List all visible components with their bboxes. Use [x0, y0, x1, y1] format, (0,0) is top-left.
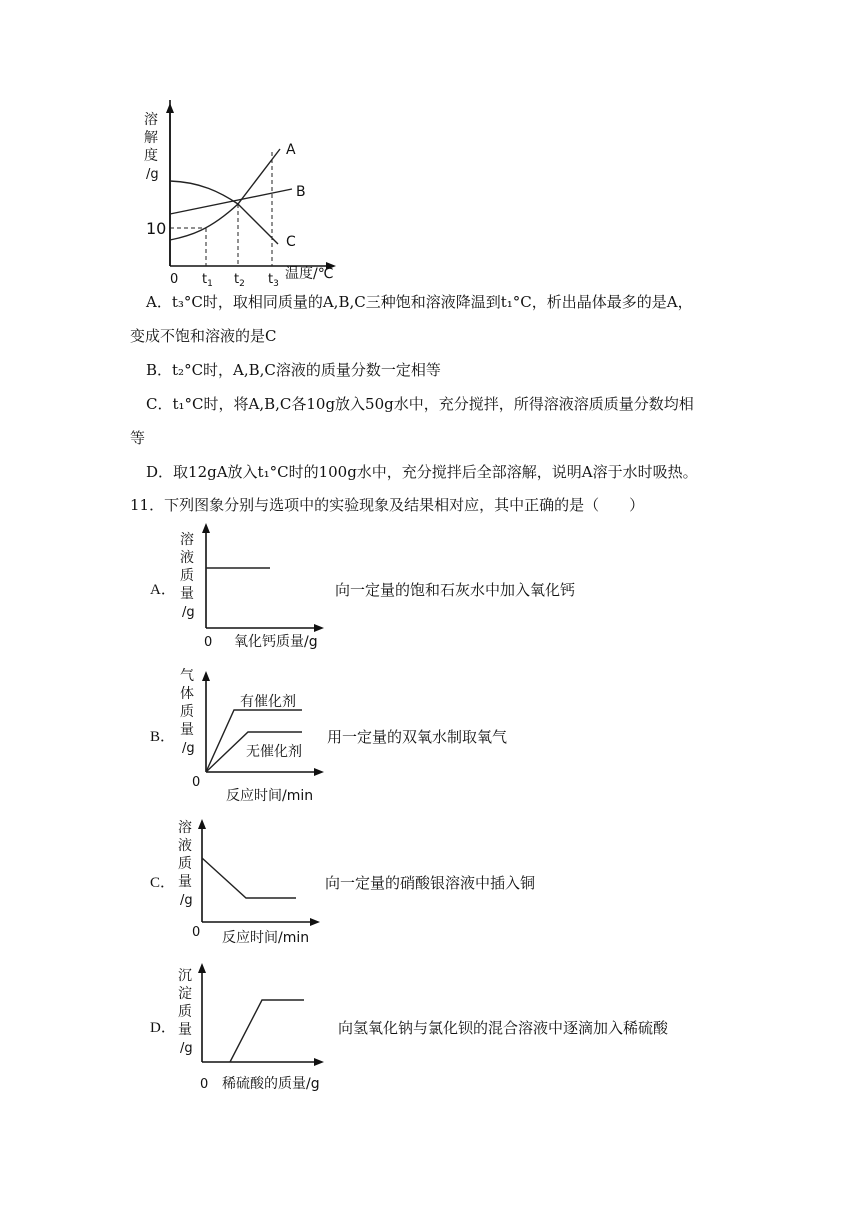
- origin-label: 0: [200, 1077, 209, 1092]
- y-label-2: 淀: [178, 986, 192, 1002]
- x-axis-arrow: [310, 918, 320, 926]
- x-axis-label: 温度/℃: [285, 266, 334, 282]
- graph-a: [172, 522, 332, 654]
- q10-option-b: B．t₂°C时，A,B,C溶液的质量分数一定相等: [146, 361, 441, 379]
- y-label-5: /g: [180, 893, 193, 908]
- y-label-3: 质: [178, 1004, 192, 1020]
- q11-option-d-letter: D．: [150, 1020, 176, 1036]
- q11-option-a-letter: A．: [150, 582, 176, 598]
- y-label-2: 解: [144, 130, 158, 146]
- q10-option-a-line1: A．t₃°C时，取相同质量的A,B,C三种饱和溶液降温到t₁°C，析出晶体最多的是A，: [146, 293, 693, 311]
- y-label-1: 沉: [178, 968, 192, 984]
- t3-label: $t_3$: [268, 272, 279, 289]
- y-label-1: 溶: [144, 112, 158, 128]
- y-label-1: 溶: [178, 820, 192, 836]
- y-axis-arrow: [198, 963, 206, 973]
- y-label-3: 度: [144, 148, 158, 164]
- x-axis-label: 反应时间/min: [226, 788, 314, 804]
- curve-c-line: [170, 181, 278, 244]
- graph-d: [172, 956, 342, 1096]
- q10-option-c-line2: 等: [130, 429, 146, 447]
- q11-option-c-desc: 向一定量的硝酸银溶液中插入铜: [325, 874, 536, 892]
- y-label-2: 液: [180, 550, 194, 566]
- y-label-2: 液: [178, 838, 192, 854]
- y-label-3: 质: [180, 568, 194, 584]
- x-axis-arrow: [314, 624, 324, 632]
- y-axis-arrow: [202, 523, 210, 533]
- q10-option-c-line1: C．t₁°C时，将A,B,C各10g放入50g水中，充分搅拌，所得溶液溶质质量分数均相: [146, 395, 694, 413]
- no-catalyst-label: 无催化剂: [246, 744, 302, 760]
- origin-label: 0: [170, 272, 179, 287]
- x-axis-label: 反应时间/min: [222, 930, 310, 946]
- t2-label: $t_2$: [234, 272, 245, 289]
- y-label-1: 溶: [180, 532, 194, 548]
- y-value-10: 10: [146, 219, 167, 238]
- y-axis-arrow: [202, 671, 210, 681]
- y-label-4: 量: [180, 722, 194, 738]
- origin-label: 0: [192, 925, 201, 940]
- origin-label: 0: [204, 635, 213, 650]
- curve-a-label: A: [286, 142, 296, 158]
- y-label-4: 量: [178, 1022, 192, 1038]
- q10-option-d: D．取12gA放入t₁°C时的100g水中，充分搅拌后全部溶解，说明A溶于水时吸热。: [146, 463, 698, 481]
- y-label-3: 质: [178, 856, 192, 872]
- y-label-4: 量: [178, 874, 192, 890]
- q11-option-c-letter: C．: [150, 875, 176, 891]
- q11-option-b-letter: B．: [150, 729, 176, 745]
- graph-c-line: [202, 858, 296, 898]
- q11-option-d-desc: 向氢氧化钠与氯化钡的混合溶液中逐滴加入稀硫酸: [338, 1019, 669, 1037]
- y-axis-arrow: [198, 819, 206, 829]
- y-label-5: /g: [180, 1041, 193, 1056]
- y-label-5: /g: [182, 741, 195, 756]
- t1-label: $t_1$: [202, 272, 213, 289]
- q11-stem: 11．下列图象分别与选项中的实验现象及结果相对应，其中正确的是（ ）: [130, 496, 645, 514]
- graph-c: [172, 812, 332, 950]
- y-label-4: /g: [146, 167, 159, 182]
- y-label-2: 体: [180, 686, 194, 702]
- y-label-3: 质: [180, 704, 194, 720]
- y-label-1: 气: [180, 668, 194, 684]
- x-axis-label: 氧化钙质量/g: [234, 634, 318, 650]
- q10-option-a-line2: 变成不饱和溶液的是C: [130, 327, 277, 345]
- y-axis-arrow: [166, 103, 174, 113]
- y-label-5: /g: [182, 605, 195, 620]
- x-axis-arrow: [314, 1058, 324, 1066]
- graph-b: [172, 664, 332, 804]
- curve-c-label: C: [286, 234, 296, 250]
- x-axis-arrow: [314, 768, 324, 776]
- q11-option-b-desc: 用一定量的双氧水制取氧气: [327, 728, 508, 746]
- solubility-curve-figure: [140, 100, 350, 290]
- origin-label: 0: [192, 775, 201, 790]
- q11-option-a-desc: 向一定量的饱和石灰水中加入氧化钙: [335, 581, 576, 599]
- catalyst-label: 有催化剂: [240, 694, 296, 710]
- x-axis-label: 稀硫酸的质量/g: [222, 1076, 320, 1092]
- y-label-4: 量: [180, 586, 194, 602]
- curve-b-label: B: [296, 184, 306, 200]
- graph-d-line: [230, 1000, 304, 1062]
- catalyst-line: [206, 710, 302, 772]
